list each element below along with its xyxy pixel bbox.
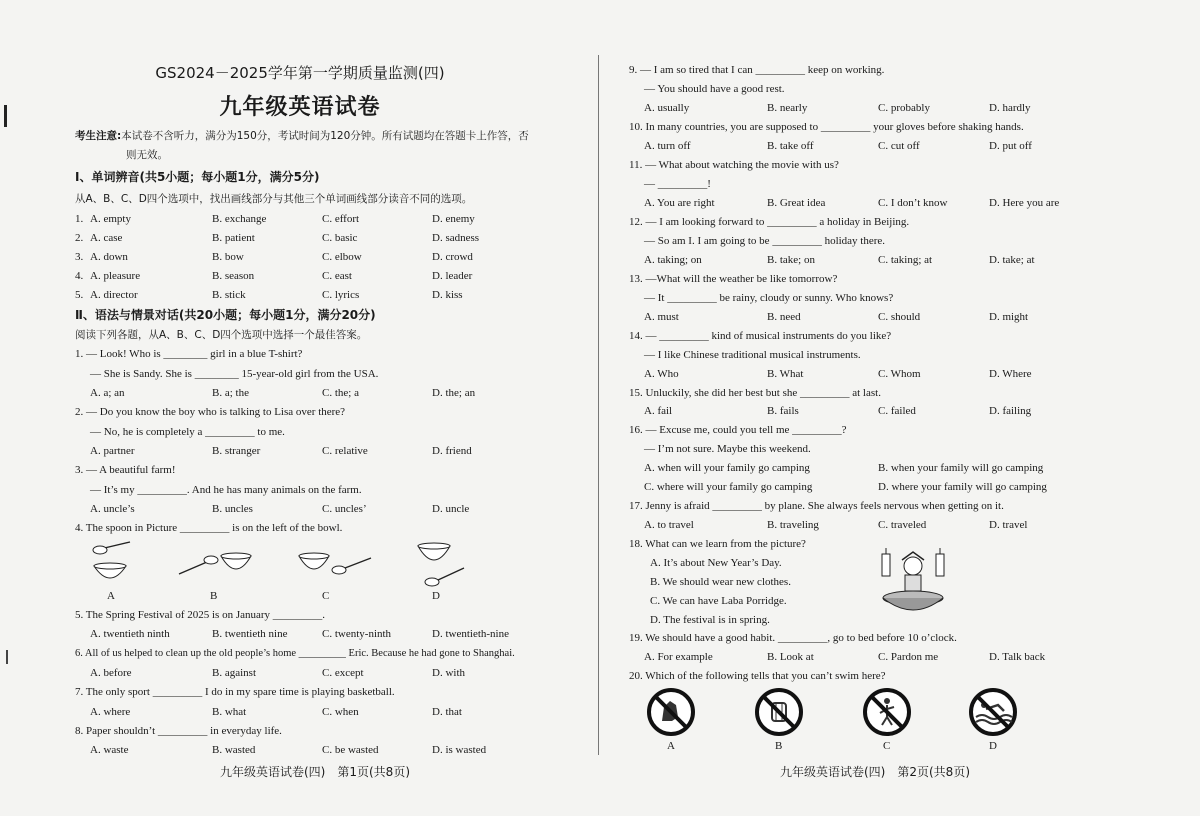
option-c: C. the; a [322,387,359,399]
option-a: A. case [90,232,123,244]
option-a: A. partner [90,445,135,457]
exam-title: 九年级英语试卷 [219,95,381,120]
option-d: D. hardly [989,102,1031,114]
option-b: B. against [212,667,256,679]
option-b: B. traveling [767,519,819,531]
option-c: C. lyrics [322,289,360,301]
option-c: C. effort [322,213,360,225]
option-a: A. fail [644,405,673,417]
option-a: A. to travel [644,519,694,531]
option-a: A. down [90,251,128,263]
option-d: D. Talk back [989,651,1046,663]
option-a: A. a; an [90,387,125,399]
option-d: D. take; at [989,254,1035,266]
option-d: D. Here you are [989,197,1060,209]
question-20-line-1: 20. Which of the following tells that you can’t swim here? [629,670,886,682]
option-d: D. enemy [432,213,475,225]
option-a: A. empty [90,213,131,225]
exam-page-2 [600,0,1200,816]
question-7-line-1: 7. The only sport _________ I do in my spare time is playing basketball. [75,686,395,698]
question-3-line-1: 3. — A beautiful farm! [75,464,176,476]
option-d: D. that [432,706,462,718]
question-16-line-1: 16. — Excuse me, could you tell me _________? [629,424,847,436]
option-b: B. fails [767,405,799,417]
question-14-line-2: — I like Chinese traditional musical instruments. [644,349,861,361]
option-b: B. We should wear new clothes. [650,576,791,588]
bowl-spoon-picture-b [175,548,255,584]
option-b: B. need [767,311,801,323]
no-littering-sign-icon [862,687,912,737]
picture-label-a: A [107,590,115,602]
question-11-line-2: — _________! [644,178,711,190]
option-d: D. leader [432,270,473,282]
option-b: B. nearly [767,102,808,114]
option-d: D. travel [989,519,1028,531]
sign-label-a: A [667,740,675,752]
question-1-line-1: 1. — Look! Who is ________ girl in a blue T-shirt? [75,348,303,360]
option-d: D. is wasted [432,744,487,756]
exam-series-title: GS2024－2025学年第一学期质量监测(四) [155,64,445,82]
page-divider [598,55,599,755]
option-b: B. take off [767,140,814,152]
bowl-spoon-picture-a [88,540,138,588]
option-b: B. wasted [212,744,256,756]
option-b: B. twentieth nine [212,628,288,640]
sign-label-b: B [775,740,783,752]
question-4-line-1: 4. The spoon in Picture _________ is on the left of the bowl. [75,522,343,534]
option-b: B. when your family will go camping [878,462,1044,474]
option-c: C. relative [322,445,368,457]
option-d: D. put off [989,140,1032,152]
option-b: B. uncles [212,503,253,515]
notice-line-2: 则无效。 [126,149,168,161]
option-a: A. You are right [644,197,715,209]
option-c: C. basic [322,232,358,244]
notice-text: 本试卷不含听力，满分为150分，考试时间为120分钟。所有试题均在答题卡上作答，否 [121,130,529,142]
option-a: A. must [644,311,679,323]
option-d: D. friend [432,445,472,457]
option-c: C. be wasted [322,744,379,756]
option-a: A. It’s about New Year’s Day. [650,557,782,569]
option-d: D. the; an [432,387,476,399]
question-2-line-2: — No, he is completely a _________ to me. [90,426,285,438]
question-13-line-2: — It _________ be rainy, cloudy or sunny. Who knows? [644,292,894,304]
option-c: C. when [322,706,359,718]
option-c: C. I don’t know [878,197,948,209]
option-d: D. uncle [432,503,470,515]
item-number: 4. [75,270,84,282]
question-6-line-1: 6. All of us helped to clean up the old people’s home _________ Eric. Because he had gone to Shanghai. [75,648,515,659]
no-animals-sign-icon [646,687,696,737]
page-footer: 九年级英语试卷(四) 第1页(共8页) [220,765,410,779]
option-c: C. elbow [322,251,362,263]
festival-picture [878,548,950,618]
picture-label-c: C [322,590,330,602]
option-c: C. uncles’ [322,503,367,515]
question-8-line-1: 8. Paper shouldn’t _________ in everyday life. [75,725,282,737]
picture-label-d: D [432,590,440,602]
item-number: 1. [75,213,84,225]
option-b: B. take; on [767,254,815,266]
question-19-line-1: 19. We should have a good habit. _________, go to bed before 10 o’clock. [629,632,957,644]
option-a: A. waste [90,744,129,756]
sign-label-c: C [883,740,891,752]
option-d: D. Where [989,368,1032,380]
option-b: B. stranger [212,445,261,457]
item-number: 5. [75,289,84,301]
question-18-line-1: 18. What can we learn from the picture? [629,538,806,550]
question-9-line-1: 9. — I am so tired that I can _________ keep on working. [629,64,885,76]
option-b: B. bow [212,251,244,263]
question-15-line-1: 15. Unluckily, she did her best but she _________ at last. [629,387,881,399]
question-5-line-1: 5. The Spring Festival of 2025 is on January _________. [75,609,326,621]
option-d: D. sadness [432,232,480,244]
option-c: C. twenty-ninth [322,628,392,640]
question-12-line-1: 12. — I am looking forward to _________ a holiday in Beijing. [629,216,910,228]
item-number: 2. [75,232,84,244]
option-c: C. cut off [878,140,920,152]
option-a: A. twentieth ninth [90,628,170,640]
option-a: A. taking; on [644,254,702,266]
scan-edge-mark [6,650,8,664]
question-14-line-1: 14. — _________ kind of musical instruments do you like? [629,330,892,342]
option-d: D. crowd [432,251,473,263]
section-2-heading: Ⅱ、语法与情景对话(共20小题；每小题1分，满分20分) [75,308,376,322]
question-17-line-1: 17. Jenny is afraid _________ by plane. She always feels nervous when getting on it. [629,500,1004,512]
option-b: B. Great idea [767,197,826,209]
notice-label: 考生注意: [75,130,122,142]
option-b: B. Look at [767,651,814,663]
option-c: C. except [322,667,364,679]
option-a: A. where [90,706,131,718]
question-13-line-1: 13. —What will the weather be like tomorrow? [629,273,838,285]
option-c: C. Whom [878,368,921,380]
option-c: C. We can have Laba Porridge. [650,595,787,607]
option-b: B. What [767,368,804,380]
option-c: C. where will your family go camping [644,481,813,493]
option-a: A. before [90,667,132,679]
option-c: C. taking; at [878,254,933,266]
page-footer: 九年级英语试卷(四) 第2页(共8页) [780,765,970,779]
no-swimming-sign-icon [968,687,1018,737]
bowl-spoon-picture-d [412,540,468,590]
option-b: B. what [212,706,247,718]
option-a: A. pleasure [90,270,141,282]
question-1-line-2: — She is Sandy. She is ________ 15-year-old girl from the USA. [90,368,379,380]
picture-label-b: B [210,590,218,602]
option-c: C. traveled [878,519,927,531]
section-1-heading: Ⅰ、单词辨音(共5小题；每小题1分，满分5分) [75,170,320,184]
no-food-sign-icon [754,687,804,737]
notice-line-1 [75,129,529,143]
question-11-line-1: 11. — What about watching the movie with us? [629,159,839,171]
option-b: B. stick [212,289,246,301]
option-b: B. patient [212,232,255,244]
option-d: D. with [432,667,465,679]
question-16-line-2: — I’m not sure. Maybe this weekend. [644,443,811,455]
option-a: A. when will your family go camping [644,462,810,474]
option-b: B. a; the [212,387,249,399]
option-c: C. east [322,270,352,282]
option-a: A. Who [644,368,679,380]
item-number: 3. [75,251,84,263]
option-a: A. turn off [644,140,691,152]
option-a: A. director [90,289,138,301]
option-d: D. twentieth-nine [432,628,509,640]
option-c: C. probably [878,102,930,114]
question-9-line-2: — You should have a good rest. [644,83,785,95]
option-b: B. season [212,270,255,282]
option-d: D. where your family will go camping [878,481,1047,493]
section-2-instruction: 阅读下列各题，从A、B、C、D四个选项中选择一个最佳答案。 [75,329,368,341]
option-a: A. usually [644,102,690,114]
option-c: C. Pardon me [878,651,939,663]
bowl-spoon-picture-c [295,548,375,584]
option-c: C. failed [878,405,916,417]
option-d: D. kiss [432,289,463,301]
option-a: A. For example [644,651,713,663]
option-c: C. should [878,311,921,323]
question-2-line-1: 2. — Do you know the boy who is talking to Lisa over there? [75,406,346,418]
section-1-instruction: 从A、B、C、D四个选项中，找出画线部分与其他三个单词画线部分读音不同的选项。 [75,193,473,205]
option-d: D. The festival is in spring. [650,614,770,626]
option-a: A. uncle’s [90,503,135,515]
question-12-line-2: — So am I. I am going to be _________ holiday there. [644,235,886,247]
option-d: D. failing [989,405,1032,417]
option-b: B. exchange [212,213,267,225]
question-10-line-1: 10. In many countries, you are supposed to _________ your gloves before shaking hands. [629,121,1024,133]
sign-label-d: D [989,740,997,752]
option-d: D. might [989,311,1029,323]
question-3-line-2: — It’s my _________. And he has many animals on the farm. [90,484,362,496]
